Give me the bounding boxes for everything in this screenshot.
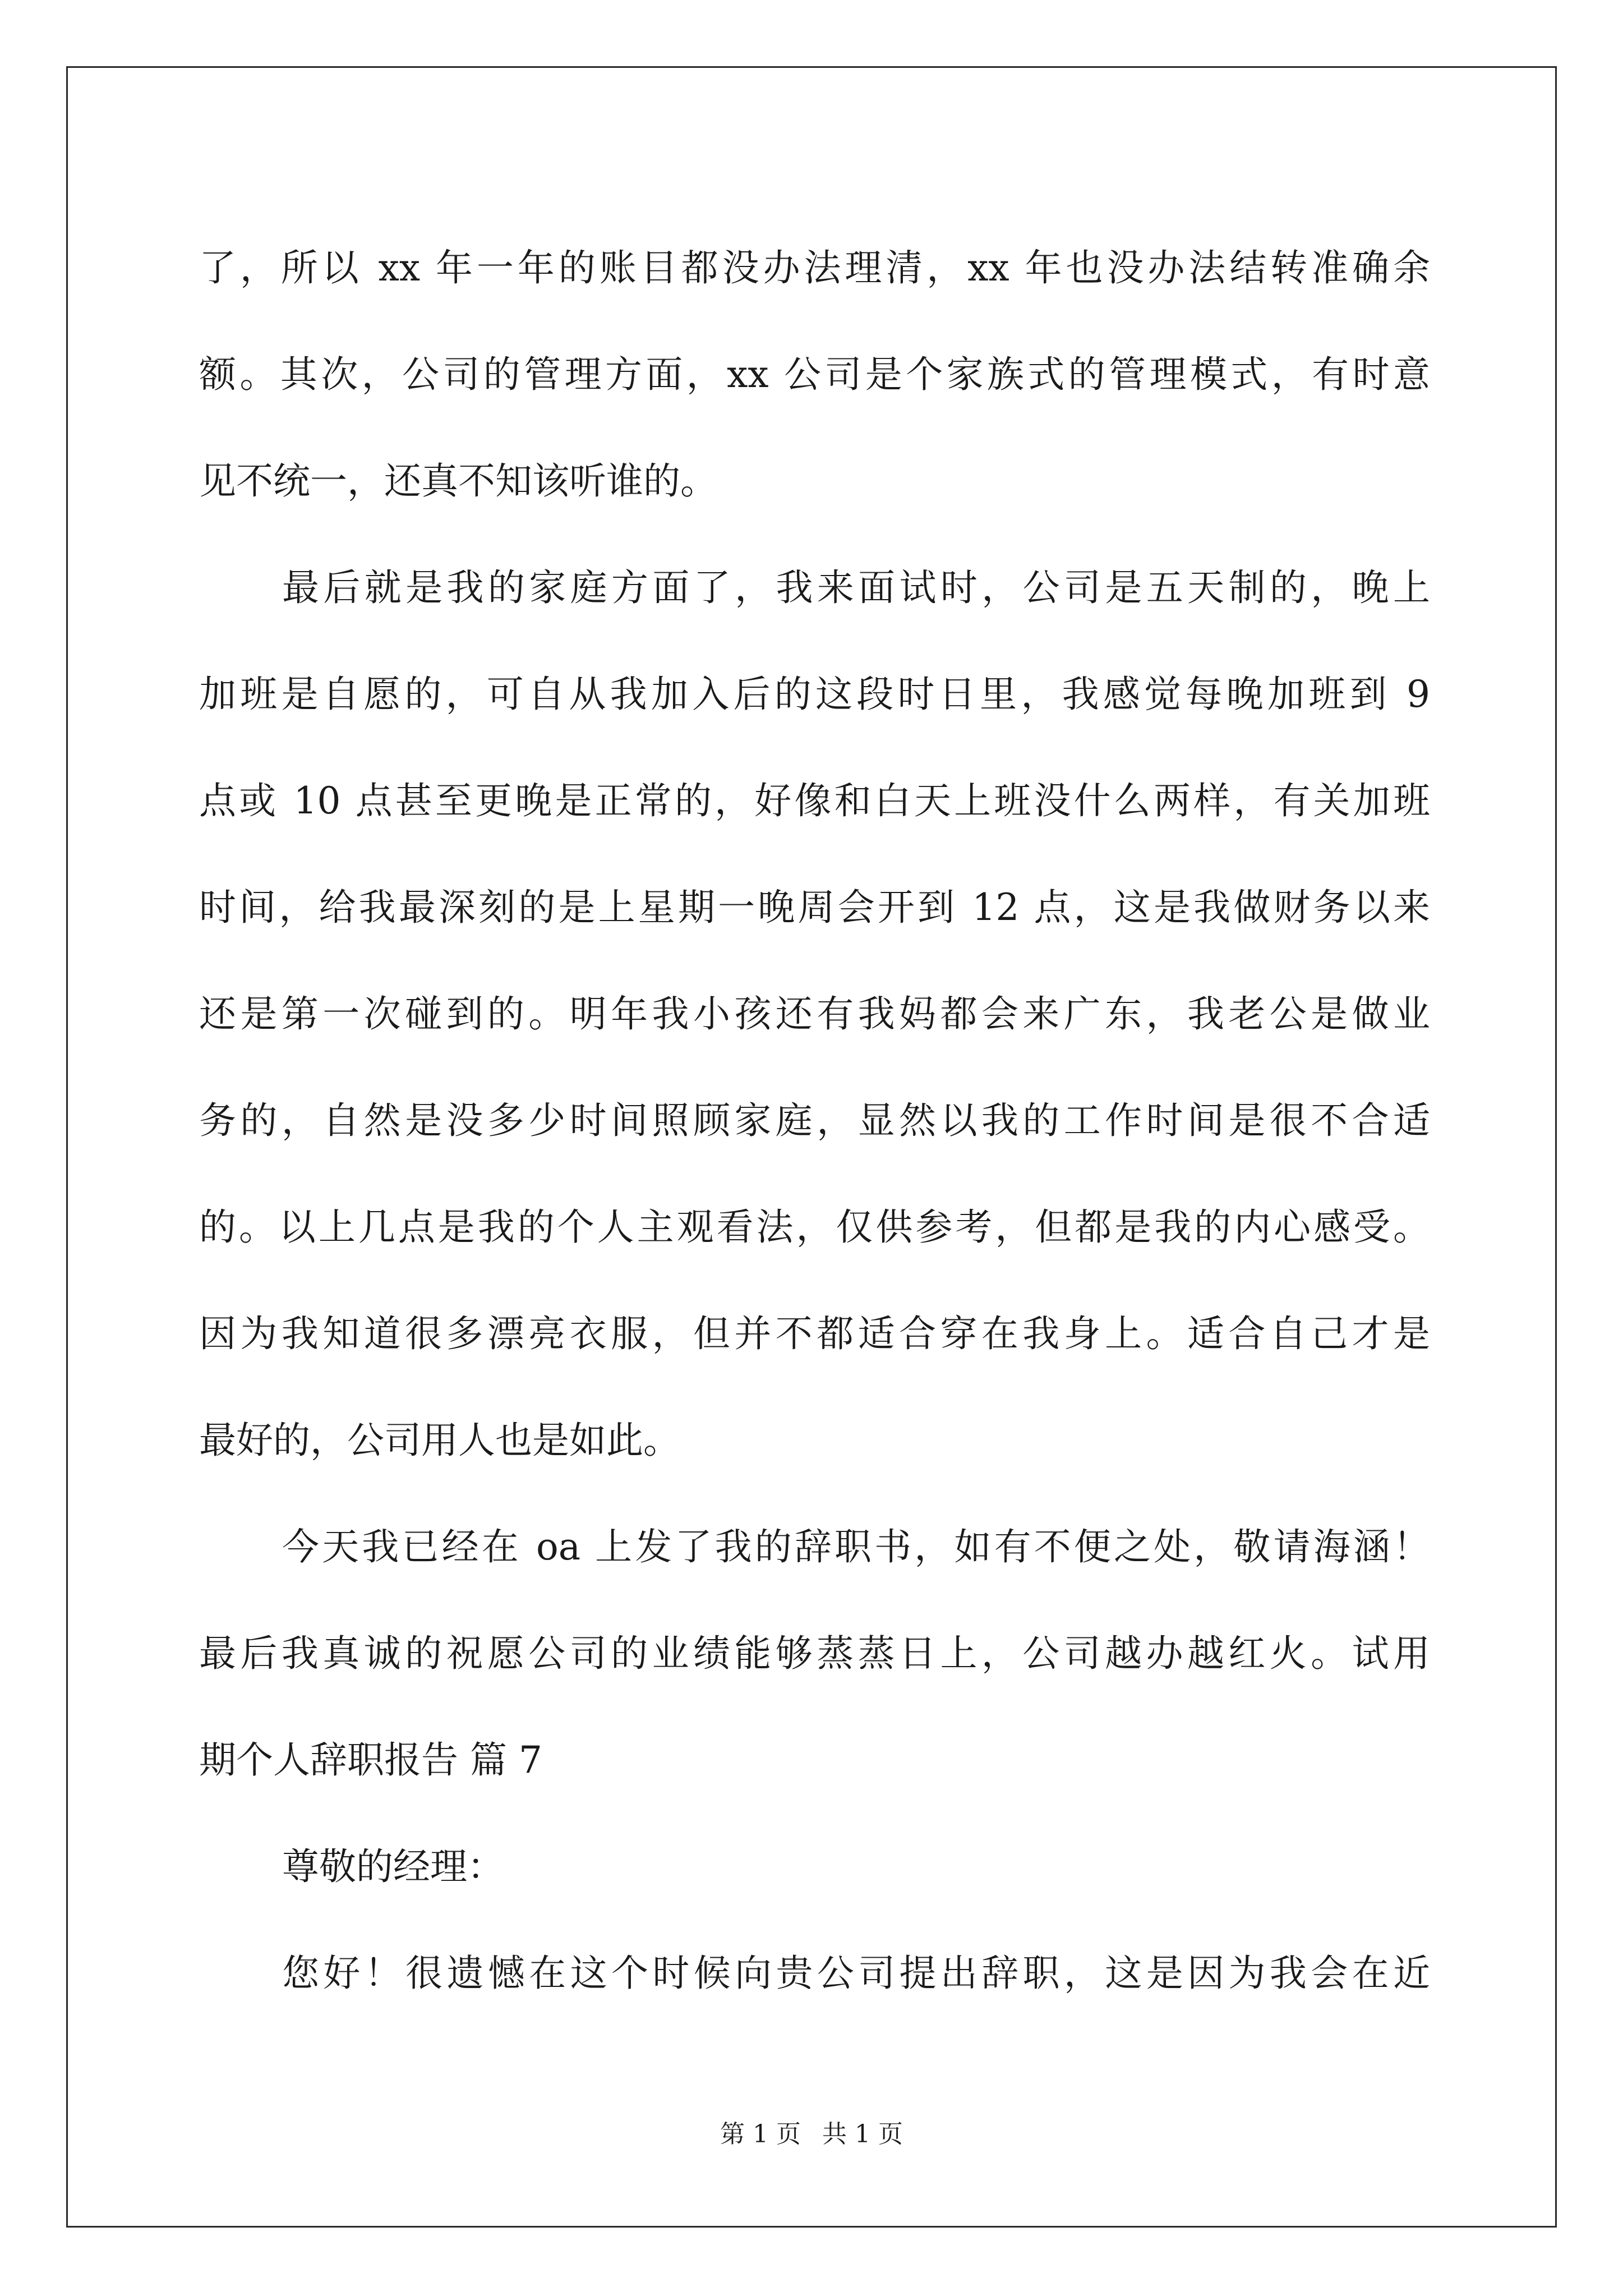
text-line: 了，所以 xx 年一年的账目都没办法理清，xx 年也没办法结转准确余 bbox=[199, 246, 1430, 289]
text-line: 最好的，公司用人也是如此。 bbox=[199, 1419, 680, 1462]
text-line: 点或 10 点甚至更晚是正常的，好像和白天上班没什么两样，有关加班 bbox=[199, 779, 1430, 822]
text-line: 因为我知道很多漂亮衣服，但并不都适合穿在我身上。适合自己才是 bbox=[199, 1312, 1430, 1355]
text-line: 务的，自然是没多少时间照顾家庭，显然以我的工作时间是很不合适 bbox=[199, 1099, 1430, 1142]
page-footer bbox=[0, 2118, 1623, 2151]
text-line: 最后就是我的家庭方面了，我来面试时，公司是五天制的，晚上 bbox=[282, 566, 1430, 609]
text-line: 您好！很遗憾在这个时候向贵公司提出辞职，这是因为我会在近 bbox=[282, 1952, 1430, 1995]
document-body bbox=[199, 215, 1430, 2027]
text-line: 还是第一次碰到的。明年我小孩还有我妈都会来广东，我老公是做业 bbox=[199, 992, 1430, 1036]
text-line: 见不统一，还真不知该听谁的。 bbox=[199, 459, 717, 503]
text-line: 额。其次，公司的管理方面，xx 公司是个家族式的管理模式，有时意 bbox=[199, 353, 1430, 396]
page-total: 共 1 页 bbox=[822, 2120, 903, 2148]
salutation-line: 尊敬的经理： bbox=[282, 1845, 504, 1888]
text-line: 今天我已经在 oa 上发了我的辞职书，如有不便之处，敬请海涵！ bbox=[282, 1525, 1430, 1568]
text-line: 期个人辞职报告 篇 7 bbox=[199, 1738, 542, 1782]
text-line: 最后我真诚的祝愿公司的业绩能够蒸蒸日上，公司越办越红火。试用 bbox=[199, 1632, 1430, 1675]
text-line: 的。以上几点是我的个人主观看法，仅供参考，但都是我的内心感受。 bbox=[199, 1205, 1430, 1249]
text-line: 时间，给我最深刻的是上星期一晚周会开到 12 点，这是我做财务以来 bbox=[199, 886, 1430, 929]
page-number: 第 1 页 bbox=[720, 2120, 801, 2148]
text-line: 加班是自愿的，可自从我加入后的这段时日里，我感觉每晚加班到 9 bbox=[199, 673, 1430, 716]
